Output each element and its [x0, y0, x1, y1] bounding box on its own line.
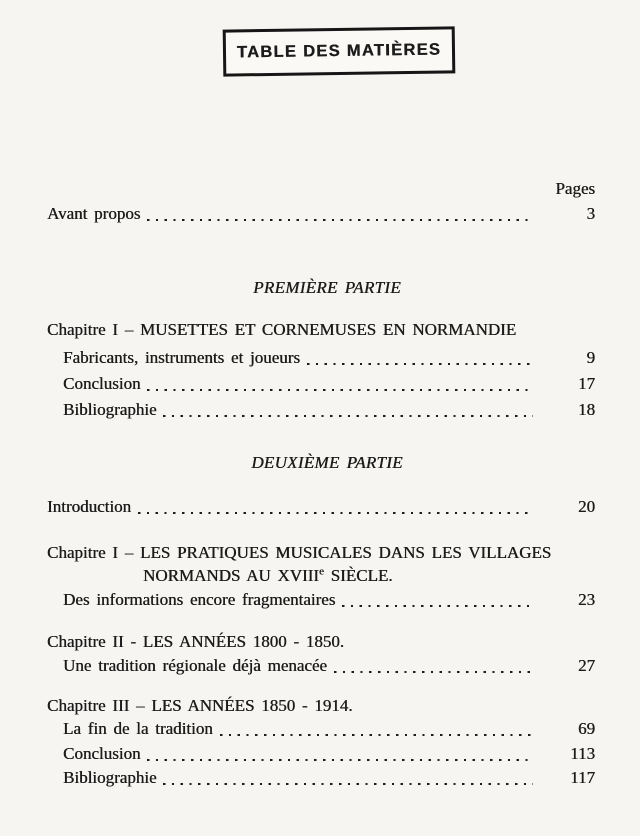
- page-number: 117: [570, 768, 595, 787]
- page-number: 69: [578, 719, 595, 738]
- toc-row-conclusion-part1: [47, 373, 595, 395]
- page-number: 27: [578, 656, 595, 675]
- page-number: 3: [586, 204, 595, 223]
- page-title: TABLE DES MATIÈRES: [236, 40, 442, 62]
- chapter-heading-part2-ch2: [47, 630, 595, 653]
- page-number: 17: [578, 374, 595, 393]
- toc-row-la-fin: [47, 718, 595, 740]
- dot-leader: [342, 605, 533, 607]
- page-number: 23: [578, 590, 595, 609]
- dot-leader: [147, 759, 533, 761]
- superscript-e: e: [318, 565, 324, 578]
- dot-leader: [220, 734, 533, 736]
- toc-label: Des informations encore fragmentaires: [63, 590, 336, 609]
- toc-row-fabricants: [47, 347, 595, 369]
- part-heading-premiere: PREMIÈRE PARTIE: [253, 278, 401, 297]
- toc-content: [0, 178, 640, 789]
- chapter-prefix: Chapitre II -: [47, 632, 137, 651]
- chapter-title: LES ANNÉES 1850 - 1914.: [151, 696, 353, 715]
- dot-leader: [334, 671, 533, 673]
- chapter-heading-part2-ch1: [47, 541, 595, 587]
- chapter-title: MUSETTES ET CORNEMUSES EN NORMANDIE: [139, 320, 517, 339]
- chapter-heading-part2-ch3: [47, 694, 595, 717]
- chapter-title-line2-end: SIÈCLE.: [330, 566, 393, 585]
- toc-label: La fin de la tradition: [63, 719, 213, 738]
- toc-label: Une tradition régionale déjà menacée: [63, 656, 327, 675]
- toc-row-avant-propos: [47, 203, 595, 225]
- toc-row-conclusion-part2: [47, 743, 595, 765]
- dot-leader: [147, 219, 533, 221]
- toc-row-bibliographie-part1: [47, 399, 595, 421]
- dot-leader: [138, 512, 533, 514]
- toc-label: Fabricants, instruments et joueurs: [63, 348, 300, 367]
- chapter-prefix: Chapitre III –: [47, 696, 145, 715]
- toc-label: Conclusion: [63, 744, 141, 763]
- chapter-prefix: Chapitre I –: [47, 320, 134, 339]
- dot-leader: [307, 363, 533, 365]
- toc-row-bibliographie-part2: [47, 767, 595, 789]
- page-number: 113: [570, 744, 595, 763]
- scanned-toc-page: [0, 28, 640, 789]
- dot-leader: [147, 389, 533, 391]
- toc-row-une-tradition: [47, 655, 595, 677]
- toc-row-des-informations: [47, 589, 595, 611]
- toc-label: Bibliographie: [63, 400, 157, 419]
- pages-column-header: Pages: [555, 179, 595, 198]
- toc-label: Avant propos: [47, 204, 141, 223]
- chapter-title: LES ANNÉES 1800 - 1850.: [142, 632, 345, 651]
- title-box: [223, 26, 456, 76]
- chapter-title-line2: NORMANDS AU XVIII: [143, 566, 319, 585]
- part-heading-deuxieme: DEUXIÈME PARTIE: [251, 453, 403, 472]
- toc-row-introduction: [47, 496, 595, 518]
- chapter-title-line1: LES PRATIQUES MUSICALES DANS LES VILLAGES: [139, 543, 552, 562]
- dot-leader: [163, 415, 533, 417]
- dot-leader: [163, 783, 533, 785]
- toc-label: Bibliographie: [63, 768, 157, 787]
- page-number: 20: [578, 497, 595, 516]
- page-number: 18: [578, 400, 595, 419]
- toc-label: Conclusion: [63, 374, 141, 393]
- chapter-prefix: Chapitre I –: [47, 543, 134, 562]
- page-number: 9: [586, 348, 595, 367]
- chapter-heading-part1-ch1: [47, 318, 595, 341]
- toc-label: Introduction: [47, 497, 132, 516]
